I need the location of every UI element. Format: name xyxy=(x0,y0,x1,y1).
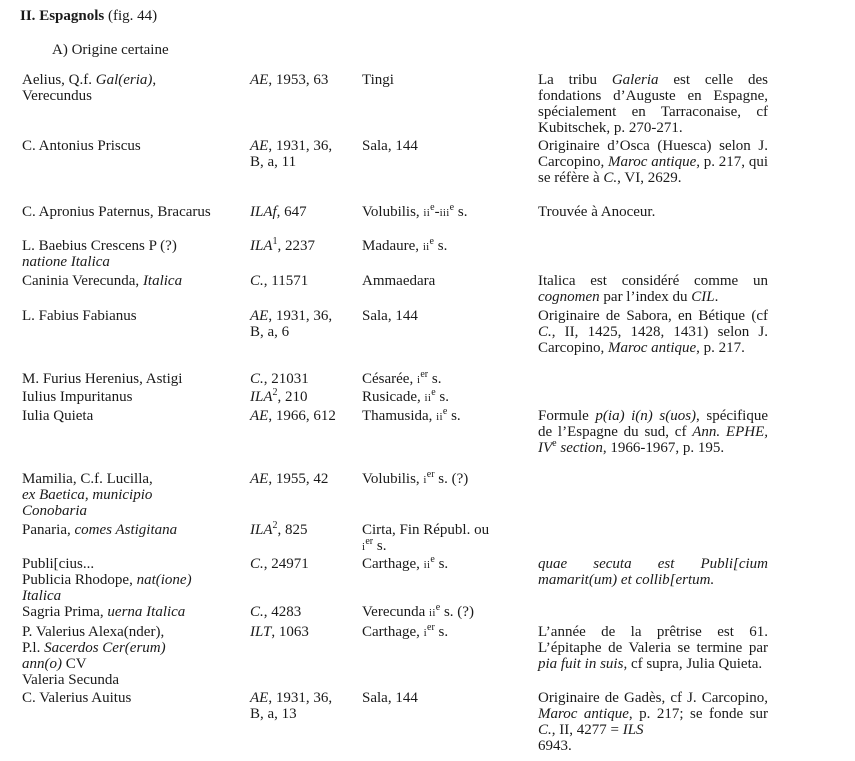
entry-reference xyxy=(250,72,358,88)
entry-place xyxy=(362,471,530,488)
text-segment: , 825 xyxy=(277,522,308,538)
italic-segment: Ann. EPHE, IV xyxy=(538,424,768,456)
text-segment: , 11571 xyxy=(263,273,309,289)
entry-name xyxy=(22,522,242,538)
text-segment: Ammaedara xyxy=(362,273,436,289)
italic-segment: p(ia) i(n) s(uos) xyxy=(595,408,697,424)
text-segment: C. Antonius Priscus xyxy=(22,138,141,154)
superscript: e xyxy=(442,406,448,417)
entry-name xyxy=(22,72,242,104)
text-segment: , 1931, 36, B, a, 13 xyxy=(250,690,333,722)
text-segment: Formule xyxy=(538,408,596,424)
section-title: Espagnols xyxy=(39,8,105,24)
text-segment: Mamilia, C.f. Lucilla, xyxy=(22,471,153,487)
section-number: II. xyxy=(20,8,36,24)
entry-place xyxy=(362,308,530,324)
entry-name xyxy=(22,204,242,220)
text-segment: , p. 217. xyxy=(696,340,745,356)
text-segment: Volubilis, xyxy=(362,471,424,487)
text-segment: , 210 xyxy=(277,389,308,405)
entry-place xyxy=(362,522,530,555)
text-segment: L’année de la prêtrise est 61. L’épitaphe de Valeria se termine par xyxy=(538,624,768,656)
roman-numeral: ii xyxy=(424,392,432,404)
italic-segment: C. xyxy=(250,604,264,620)
roman-numeral: i xyxy=(423,474,427,486)
italic-segment: AE xyxy=(250,138,269,154)
italic-segment: C. xyxy=(538,722,552,738)
italic-segment: comes Astigitana xyxy=(74,522,178,538)
italic-segment: Sacerdos Cer(erum) ann(o) xyxy=(22,640,166,672)
text-segment: , 1966, 612 xyxy=(268,408,336,424)
entry-place xyxy=(362,408,530,425)
entry-place xyxy=(362,624,530,641)
text-segment: est celle des fondations d’Auguste en Espagne, spécialement en Tarraconaise, cf Kubitschek, p. 270-271. xyxy=(538,72,769,136)
text-segment: C. Apronius Paternus, Bracarus xyxy=(22,204,211,220)
text-segment: Carthage, xyxy=(362,556,424,572)
italic-segment: AE xyxy=(250,690,269,706)
text-segment: Thamusida, xyxy=(362,408,437,424)
italic-segment: C. xyxy=(250,556,264,572)
entry-reference xyxy=(250,690,358,722)
italic-segment: AE xyxy=(250,408,269,424)
text-segment: Volubilis, xyxy=(362,204,424,220)
italic-segment: section xyxy=(556,440,603,456)
text-segment: , Verecundus xyxy=(22,72,157,104)
text-segment: s. xyxy=(434,556,449,572)
entry-name xyxy=(22,138,242,154)
italic-segment: natione Italica xyxy=(22,254,110,270)
subsection-heading: A) Origine certaine xyxy=(52,42,169,58)
text-segment: . xyxy=(714,289,719,305)
superscript: er xyxy=(427,622,435,633)
superscript: er xyxy=(420,369,429,380)
text-segment: s. (?) xyxy=(434,471,469,487)
text-segment: P. Valerius Alexa(nder), P.l. xyxy=(22,624,165,656)
entry-name xyxy=(22,389,242,405)
italic-segment: nat(ione) Italica xyxy=(22,572,192,604)
text-segment: 6943. xyxy=(538,738,572,754)
text-segment: L. Baebius Crescens P (?) xyxy=(22,238,177,254)
text-segment: s. xyxy=(433,238,448,254)
text-segment: , VI, 2629. xyxy=(617,170,682,186)
text-segment: Césarée, xyxy=(362,371,417,387)
entry-place xyxy=(362,273,530,289)
superscript: e xyxy=(552,438,557,449)
entry-name xyxy=(22,471,242,519)
text-segment: Cirta, Fin Républ. ou xyxy=(362,522,490,538)
italic-segment: ILS xyxy=(622,722,644,738)
text-segment: , 647 xyxy=(276,204,307,220)
text-segment: Originaire de Sabora, en Bétique (cf xyxy=(538,308,768,324)
entry-reference xyxy=(250,204,358,220)
italic-segment: AE xyxy=(250,471,269,487)
text-segment: Carthage, xyxy=(362,624,424,640)
italic-segment: Gal(eria) xyxy=(95,72,153,88)
entry-note xyxy=(538,690,768,754)
entry-note xyxy=(538,308,768,356)
entry-reference xyxy=(250,371,358,387)
text-segment: Sala, 144 xyxy=(362,138,418,154)
italic-segment: Maroc antique xyxy=(608,154,697,170)
text-segment: , 1966-1967, p. 195. xyxy=(602,440,725,456)
italic-segment: ILT xyxy=(250,624,272,640)
text-segment: Originaire de Gadès, cf J. Carcopino, xyxy=(538,690,768,706)
entry-note xyxy=(538,273,768,305)
italic-segment: Galeria xyxy=(611,72,659,88)
text-segment: s. xyxy=(434,624,449,640)
entry-name xyxy=(22,371,242,387)
text-segment: Iulius Impuritanus xyxy=(22,389,133,405)
italic-segment: AE xyxy=(250,308,269,324)
entry-name xyxy=(22,556,242,604)
italic-segment: C. xyxy=(250,273,264,289)
entry-place xyxy=(362,138,530,154)
superscript: 1 xyxy=(272,236,278,247)
entry-reference xyxy=(250,273,358,289)
text-segment: L. Fabius Fabianus xyxy=(22,308,137,324)
entry-reference xyxy=(250,389,358,405)
entry-reference xyxy=(250,556,358,572)
text-segment: CV Valeria Secunda xyxy=(22,656,120,688)
entry-note xyxy=(538,556,768,588)
text-segment: Madaure, xyxy=(362,238,423,254)
text-segment: , spécifique de l’Espagne du sud, cf xyxy=(538,408,768,440)
italic-segment: Maroc antique xyxy=(607,340,697,356)
text-segment: , cf supra, Julia Quieta. xyxy=(623,656,763,672)
superscript: e xyxy=(435,602,441,613)
italic-segment: CIL xyxy=(691,289,715,305)
text-segment: s. xyxy=(373,538,387,554)
text-segment: , 1931, 36, B, a, 11 xyxy=(250,138,333,170)
entry-reference xyxy=(250,624,358,640)
text-segment: Aelius, Q.f. xyxy=(22,72,96,88)
text-segment: , p. 217, qui se réfère à xyxy=(538,154,768,186)
section-heading xyxy=(20,8,157,24)
text-segment: , 4283 xyxy=(263,604,302,620)
entry-place xyxy=(362,604,530,621)
text-segment: Sala, 144 xyxy=(362,308,418,324)
text-segment: Panaria, xyxy=(22,522,75,538)
text-segment: - xyxy=(434,204,440,220)
text-segment: , 1953, 63 xyxy=(268,72,329,88)
italic-segment: quae secuta est Publi[cium mamarit(um) et collib[ertum. xyxy=(538,556,768,588)
superscript: e xyxy=(429,236,434,247)
text-segment: Sagria Prima, xyxy=(22,604,108,620)
text-segment: Originaire d’Osca (Huesca) selon J. Carcopino, xyxy=(538,138,768,170)
entry-name xyxy=(22,624,242,688)
italic-segment: Italica xyxy=(142,273,183,289)
entry-note xyxy=(538,204,768,220)
text-segment: s. xyxy=(428,371,442,387)
entry-reference xyxy=(250,138,358,170)
text-segment: s. xyxy=(435,389,449,405)
italic-segment: C. xyxy=(250,371,264,387)
roman-numeral: ii xyxy=(422,241,430,253)
roman-numeral: i xyxy=(423,627,427,639)
text-segment: Trouvée à Anoceur. xyxy=(538,204,656,220)
entry-place xyxy=(362,690,530,706)
italic-segment: ILA xyxy=(250,522,273,538)
entry-name xyxy=(22,604,242,620)
entry-note xyxy=(538,72,768,136)
text-segment: Iulia Quieta xyxy=(22,408,94,424)
entry-name xyxy=(22,690,242,706)
entry-reference xyxy=(250,308,358,340)
figure-reference: (fig. 44) xyxy=(107,8,158,24)
text-segment: , 21031 xyxy=(263,371,309,387)
entry-place xyxy=(362,72,530,88)
text-segment: Rusicade, xyxy=(362,389,425,405)
italic-segment: ex Baetica, municipio Conobaria xyxy=(22,487,153,519)
text-segment: par l’index du xyxy=(599,289,692,305)
entry-name xyxy=(22,273,242,289)
text-segment: , II, 4277 = xyxy=(551,722,623,738)
superscript: e xyxy=(430,554,435,565)
text-segment: Tingi xyxy=(362,72,394,88)
text-segment: Italica est considéré comme un xyxy=(538,273,768,289)
text-segment: , 1931, 36, B, a, 6 xyxy=(250,308,333,340)
italic-segment: ILAf xyxy=(250,204,277,220)
roman-numeral: iii xyxy=(439,207,450,219)
text-segment: s. xyxy=(447,408,461,424)
italic-segment: pia fuit in suis xyxy=(538,656,624,672)
text-segment: Publi[cius... Publicia Rhodope, xyxy=(22,556,133,588)
italic-segment: ILA xyxy=(250,389,273,405)
entry-note xyxy=(538,624,768,672)
text-segment: s. xyxy=(454,204,468,220)
superscript: e xyxy=(431,387,436,398)
roman-numeral: ii xyxy=(429,607,436,619)
text-segment: , II, 1425, 1428, 1431) selon J. Carcopino, xyxy=(538,324,768,356)
entry-place xyxy=(362,238,530,255)
text-segment: , 1063 xyxy=(271,624,309,640)
italic-segment: C. xyxy=(603,170,618,186)
entry-reference xyxy=(250,238,358,254)
text-segment: La tribu xyxy=(538,72,612,88)
entry-reference xyxy=(250,471,358,487)
italic-segment: C. xyxy=(538,324,552,340)
entry-reference xyxy=(250,408,358,424)
superscript: e xyxy=(449,202,455,213)
superscript: 2 xyxy=(272,520,278,531)
italic-segment: AE xyxy=(250,72,269,88)
entry-name xyxy=(22,408,242,424)
roman-numeral: ii xyxy=(423,207,431,219)
entry-place xyxy=(362,556,530,573)
entry-place xyxy=(362,371,530,388)
entry-note xyxy=(538,408,768,456)
entry-note xyxy=(538,138,768,186)
italic-segment: uerna Italica xyxy=(107,604,186,620)
superscript: er xyxy=(426,469,435,480)
text-segment: Sala, 144 xyxy=(362,690,418,706)
entry-place xyxy=(362,204,530,221)
superscript: e xyxy=(430,202,435,213)
entry-place xyxy=(362,389,530,406)
italic-segment: cognomen xyxy=(538,289,600,305)
text-segment: , p. 217; se fonde sur xyxy=(628,706,768,722)
entry-reference xyxy=(250,522,358,538)
superscript: er xyxy=(365,536,374,547)
entry-name xyxy=(22,308,242,324)
entry-reference xyxy=(250,604,358,620)
italic-segment: ILA xyxy=(250,238,273,254)
text-segment: C. Valerius Auitus xyxy=(22,690,132,706)
text-segment: Verecunda xyxy=(362,604,430,620)
text-segment: , 1955, 42 xyxy=(268,471,329,487)
text-segment: s. (?) xyxy=(440,604,474,620)
text-segment: M. Furius Herenius, Astigi xyxy=(22,371,183,387)
text-segment: , 2237 xyxy=(277,238,315,254)
text-segment: , 24971 xyxy=(263,556,309,572)
superscript: 2 xyxy=(272,387,278,398)
roman-numeral: i xyxy=(362,541,366,553)
entry-name xyxy=(22,238,242,270)
text-segment: Caninia Verecunda, xyxy=(22,273,143,289)
roman-numeral: i xyxy=(416,374,421,386)
italic-segment: Maroc antique xyxy=(538,706,629,722)
roman-numeral: ii xyxy=(436,411,443,423)
roman-numeral: ii xyxy=(423,559,431,571)
